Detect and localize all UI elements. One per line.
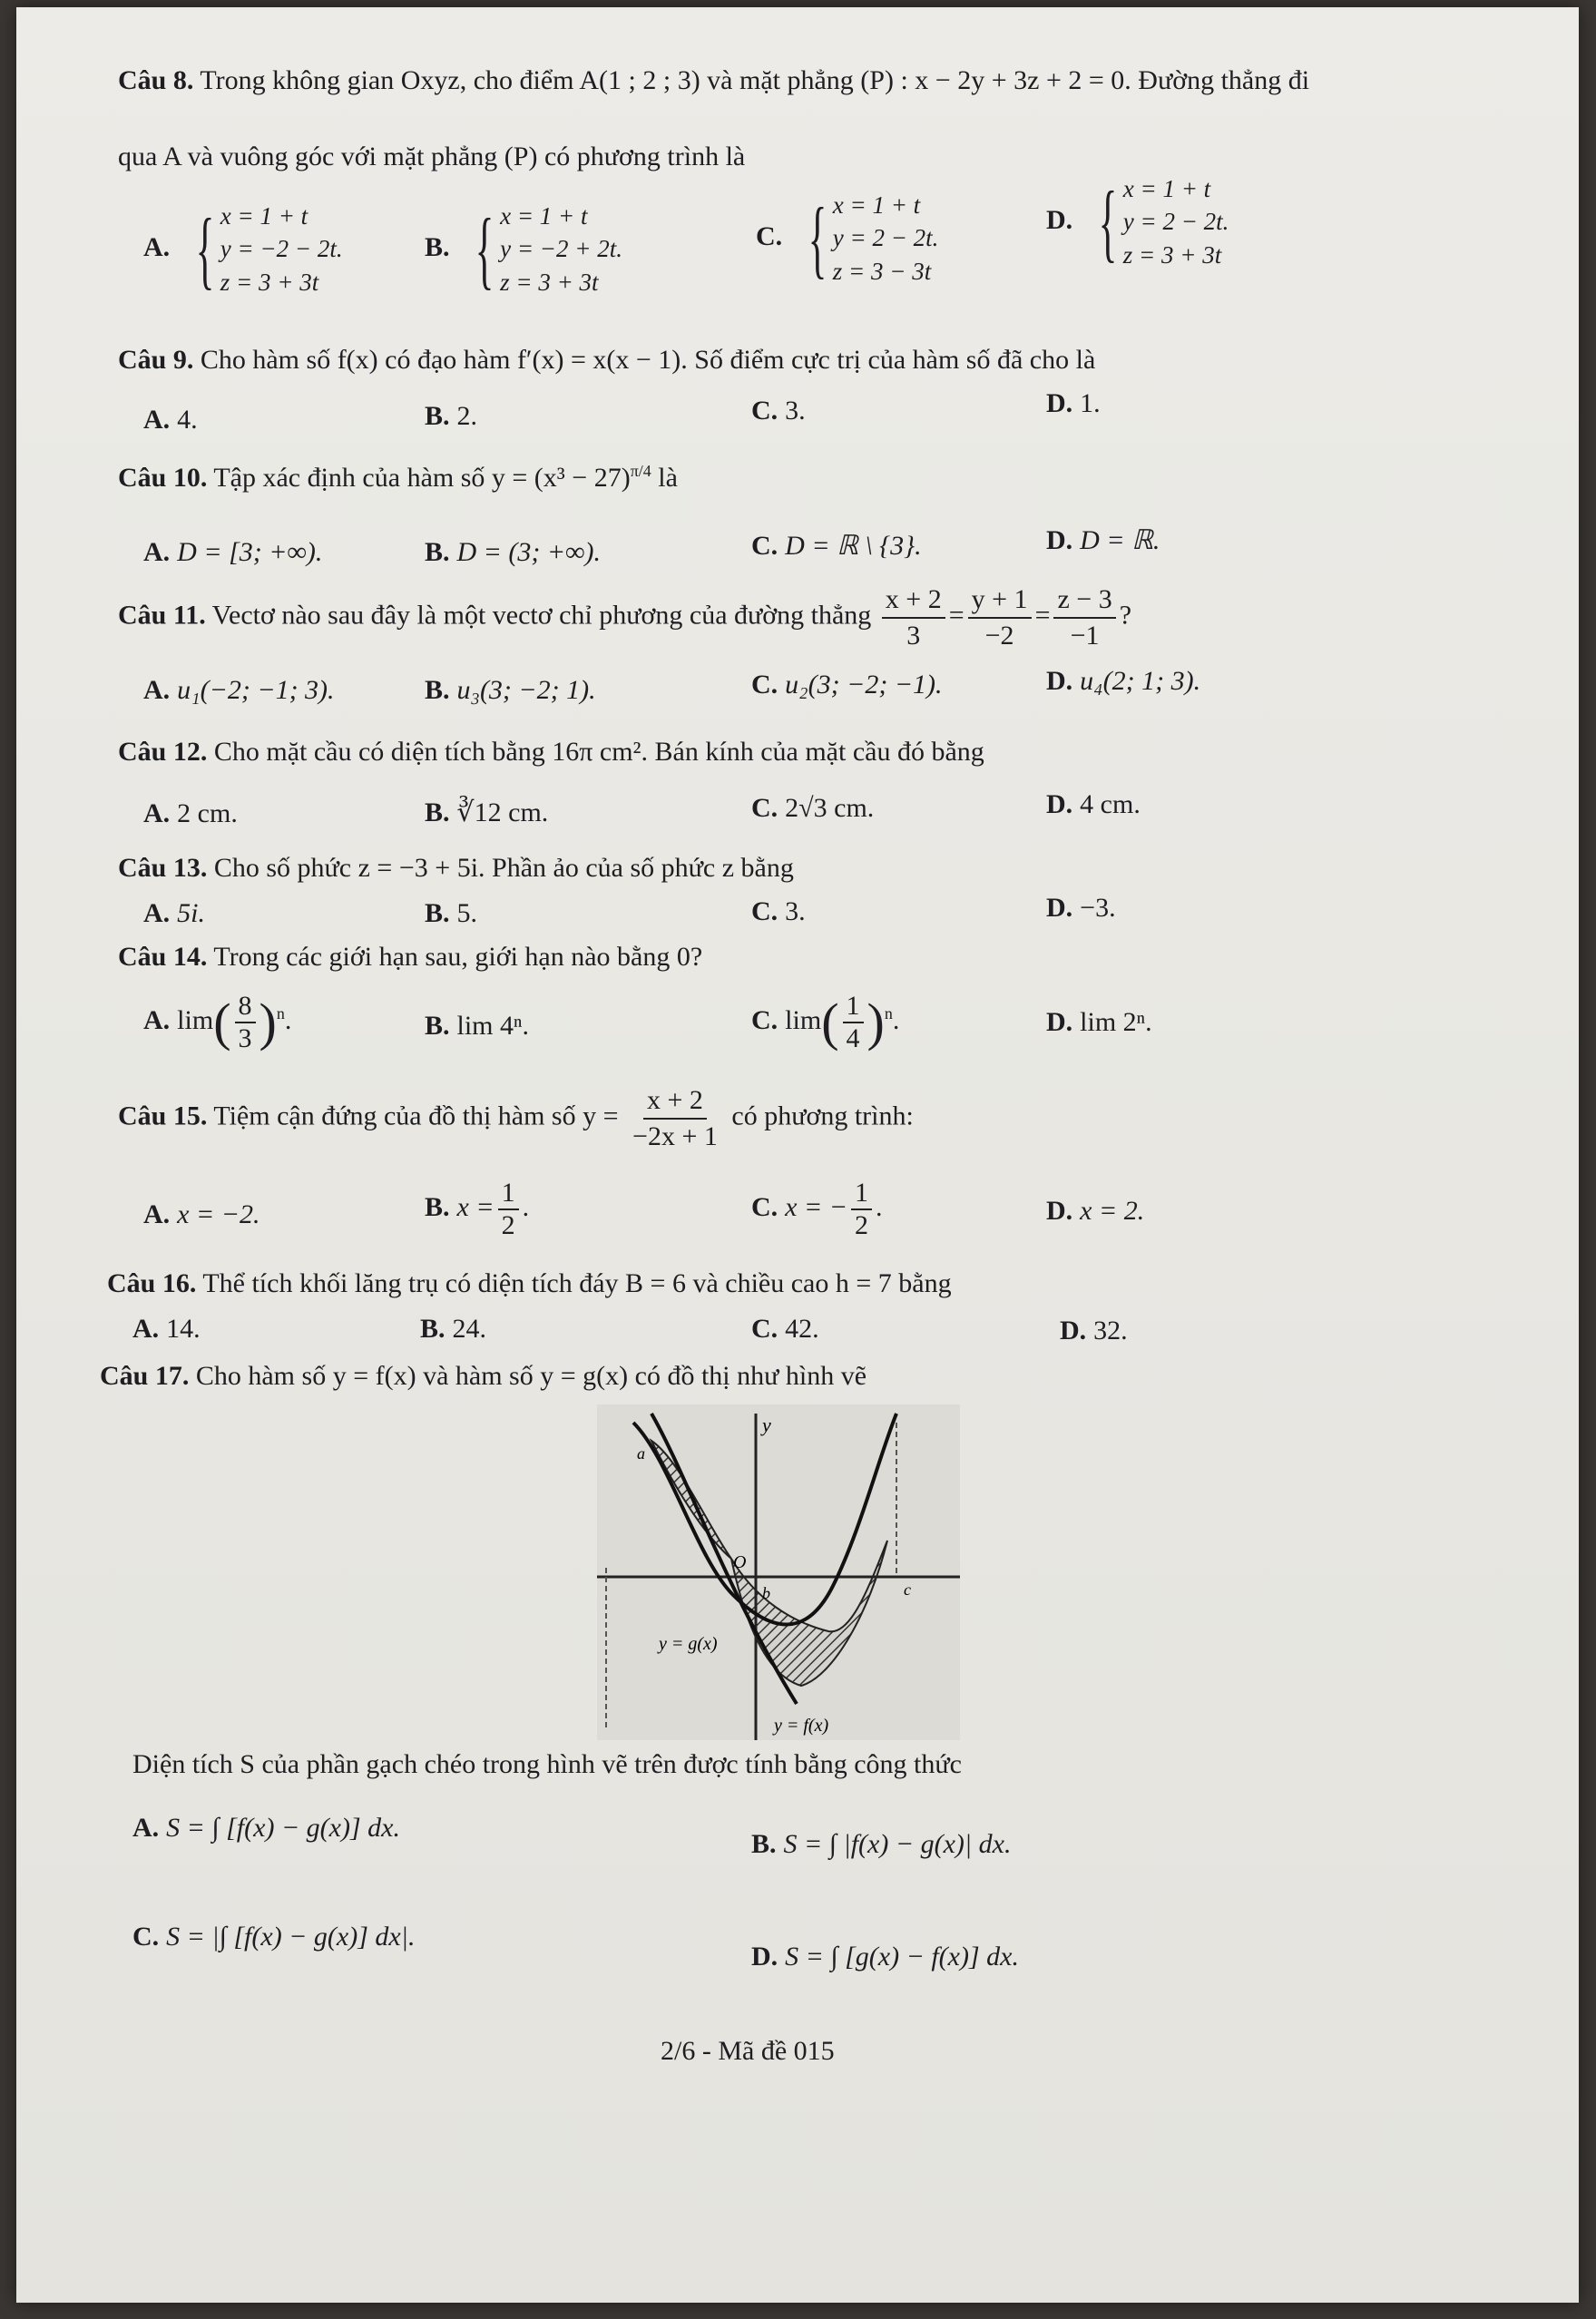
option-label: A.	[143, 675, 171, 705]
q12-stem	[118, 735, 984, 769]
q8-line2: qua A và vuông góc với mặt phẳng (P) có phương trình là	[118, 142, 746, 171]
option-label: D.	[1046, 1007, 1073, 1037]
option-label: C.	[756, 220, 783, 251]
option-label: B.	[425, 1011, 450, 1041]
fraction: $\frac{1}{2}$	[498, 1178, 519, 1241]
q9-option-d	[1046, 388, 1101, 419]
q11-option-b	[425, 675, 596, 706]
option-label: A.	[143, 1199, 171, 1229]
q12-option-a	[143, 798, 238, 829]
q9-option-b	[425, 401, 477, 432]
q14-option-c: C. lim( $\frac{1}{4}$ )$^n$.	[751, 991, 900, 1053]
q14-option-a: A. lim( $\frac{8}{3}$ )$^n$.	[143, 991, 292, 1053]
q17-text: Cho hàm số y = f(x) và hàm số y = g(x) có đồ thị như hình vẽ	[195, 1361, 867, 1391]
sys-row: x = 1 + t	[220, 202, 308, 230]
q10-option-b	[425, 537, 601, 568]
q17-option-d	[751, 1942, 1019, 1972]
fraction: $\frac{1}{2}$	[851, 1178, 872, 1241]
option-label: A.	[132, 1314, 160, 1344]
sys-row: y = 2 − 2t.	[1122, 208, 1229, 236]
option-label: B.	[751, 1829, 777, 1859]
q11-option-a	[143, 675, 335, 706]
q15-option-d	[1046, 1196, 1144, 1227]
sys-row: y = −2 − 2t.	[220, 235, 343, 263]
option-value: ∛12 cm.	[456, 797, 549, 827]
q13-option-d	[1046, 893, 1116, 924]
option-label: A.	[143, 231, 171, 262]
option-label: D.	[1046, 789, 1073, 819]
option-value: 1.	[1080, 388, 1101, 418]
g-curve-label: y = g(x)	[659, 1634, 718, 1654]
option-value: 4.	[177, 405, 198, 435]
q15-text-end: có phương trình:	[731, 1101, 914, 1131]
option-value: x = −2.	[177, 1199, 260, 1229]
fraction: $\frac{1}{4}$	[843, 991, 864, 1054]
q12-text: Cho mặt cầu có diện tích bằng 16π cm². Bán kính của mặt cầu đó bằng	[213, 737, 984, 767]
q15-number: Câu 15.	[118, 1101, 208, 1131]
q8-text: Trong không gian Oxyz, cho điểm A(1 ; 2 ; 3) và mặt phẳng (P) : x − 2y + 3z + 2 = 0. Đường thẳng đi	[200, 65, 1310, 95]
q16-number: Câu 16.	[107, 1268, 197, 1298]
exam-page	[16, 7, 1579, 2303]
sys-row: z = 3 + 3t	[500, 268, 599, 296]
q9-option-a	[143, 405, 198, 435]
option-label: C.	[751, 896, 778, 926]
function-graph	[597, 1404, 960, 1740]
q13-option-c	[751, 896, 806, 927]
option-value: 14.	[166, 1314, 201, 1344]
option-label: C.	[751, 1191, 778, 1222]
option-value: S = ∫ [f(x) − g(x)] dx.	[166, 1813, 400, 1843]
sys-row: x = 1 + t	[832, 191, 921, 219]
q9-number: Câu 9.	[118, 345, 194, 375]
sys-row: z = 3 + 3t	[220, 268, 319, 296]
option-label: C.	[751, 793, 778, 823]
option-label: A.	[143, 405, 171, 435]
option-value: 5.	[456, 898, 478, 928]
q8-number: Câu 8.	[118, 65, 194, 95]
q13-stem	[118, 851, 794, 886]
option-label: A.	[143, 798, 171, 828]
graph-background	[597, 1404, 960, 1740]
point-b-label: b	[762, 1584, 770, 1602]
q16-option-b	[420, 1314, 486, 1345]
fraction: $\frac{z - 3}{-1}$	[1053, 582, 1115, 652]
q16-text: Thể tích khối lăng trụ có diện tích đáy B = 6 và chiều cao h = 7 bằng	[202, 1268, 952, 1298]
option-label: D.	[1046, 388, 1073, 418]
fraction: $\frac{x + 2}{-2x + 1}$	[632, 1085, 718, 1151]
option-label: A.	[143, 898, 171, 928]
sys-row: z = 3 + 3t	[1122, 240, 1222, 269]
option-value: 4 cm.	[1080, 789, 1141, 819]
q13-option-a	[143, 898, 205, 929]
sys-row: y = 2 − 2t.	[832, 224, 939, 252]
option-label: C.	[751, 1004, 778, 1035]
q17-option-b	[751, 1829, 1011, 1860]
option-label: B.	[425, 537, 450, 567]
option-value: 3.	[785, 896, 806, 926]
fraction: $\frac{8}{3}$	[235, 991, 256, 1054]
option-value: D = (3; +∞).	[456, 537, 602, 567]
q15-option-c: C. x = − $\frac{1}{2}$ .	[751, 1178, 883, 1240]
q12-option-b	[425, 797, 548, 828]
q8-option-d	[1046, 172, 1229, 271]
option-label: A.	[132, 1813, 160, 1843]
q17-subtext: Diện tích S của phần gạch chéo trong hình vẽ trên được tính bằng công thức	[132, 1749, 962, 1779]
q14-option-b	[425, 1011, 529, 1042]
option-value: u₁(−2; −1; 3).	[177, 675, 335, 705]
option-label: A.	[143, 1004, 171, 1035]
option-value: u₂(3; −2; −1).	[785, 670, 943, 700]
option-label: D.	[1046, 525, 1073, 555]
option-label: D.	[1046, 893, 1073, 923]
q16-option-a	[132, 1314, 201, 1345]
option-label: C.	[132, 1922, 160, 1952]
option-value: u₃(3; −2; 1).	[456, 675, 596, 705]
q13-text: Cho số phức z = −3 + 5i. Phần ảo của số phức z bằng	[213, 853, 794, 883]
q15-option-a	[143, 1199, 259, 1230]
option-label: D.	[751, 1942, 778, 1972]
option-value: 32.	[1093, 1316, 1128, 1345]
option-value: 5i.	[177, 898, 206, 928]
option-label: C.	[751, 531, 778, 561]
q10-option-d	[1046, 524, 1160, 556]
option-label: B.	[425, 797, 450, 827]
equation-system: { x = 1 + t y = −2 + 2t. z = 3 + 3t	[475, 200, 622, 298]
q11-text: Vectơ nào sau đây là một vectơ chỉ phương của đường thẳng	[211, 600, 872, 631]
option-label: B.	[425, 1191, 450, 1222]
q11-option-d	[1046, 666, 1200, 697]
fraction: $\frac{x + 2}{3}$	[882, 582, 945, 652]
q9-stem	[118, 343, 1095, 377]
option-value: S = |∫ [f(x) − g(x)] dx|.	[166, 1922, 416, 1952]
q10-option-a	[143, 537, 322, 568]
q12-option-c	[751, 793, 874, 824]
q10-option-c	[751, 530, 922, 562]
f-curve-label: y = f(x)	[774, 1716, 829, 1736]
origin-label: O	[733, 1552, 747, 1572]
option-label: C.	[751, 670, 778, 700]
q11-option-c	[751, 670, 943, 700]
sys-row: z = 3 − 3t	[832, 257, 932, 285]
q16-option-d	[1060, 1316, 1128, 1346]
q9-text: Cho hàm số f(x) có đạo hàm f′(x) = x(x − 1). Số điểm cực trị của hàm số đã cho là	[200, 345, 1096, 375]
option-value: D = [3; +∞).	[177, 537, 323, 567]
option-label: B.	[425, 675, 450, 705]
fraction: $\frac{y + 1}{-2}$	[968, 582, 1032, 652]
option-label: D.	[1046, 666, 1073, 696]
q15-option-b: B. x = $\frac{1}{2}$ .	[425, 1178, 530, 1240]
sys-row: y = −2 + 2t.	[500, 235, 622, 263]
q15-text: Tiệm cận đứng của đồ thị hàm số y =	[213, 1101, 619, 1131]
q17-stem	[100, 1359, 867, 1394]
option-label: B.	[425, 231, 450, 262]
q8-option-c	[756, 189, 938, 288]
option-label: D.	[1046, 204, 1073, 235]
option-label: A.	[143, 537, 171, 567]
q8-option-b	[425, 200, 622, 298]
option-label: D.	[1060, 1316, 1087, 1345]
point-c-label: c	[904, 1580, 911, 1599]
option-value: 2√3 cm.	[785, 793, 875, 823]
y-axis-label: y	[762, 1414, 771, 1436]
q17-option-c	[132, 1922, 415, 1952]
option-label: D.	[1046, 1196, 1073, 1226]
option-value: 24.	[452, 1314, 487, 1344]
sys-row: x = 1 + t	[500, 202, 588, 230]
equation-system: { x = 1 + t y = 2 − 2t. z = 3 + 3t	[1098, 172, 1229, 270]
option-value: 2 cm.	[177, 798, 238, 828]
q16-stem	[107, 1267, 952, 1301]
q11-number: Câu 11.	[118, 600, 206, 631]
q14-option-d	[1046, 1007, 1152, 1038]
option-label: C.	[751, 1314, 778, 1344]
q11-stem: Câu 11. Vectơ nào sau đây là một vectơ chỉ phương của đường thẳng $\frac{x + 2}{3}$ = $\frac{y + 1}{-2}$ = $\frac{z - 3}{-1}$ ?	[118, 582, 1131, 652]
option-value: −3.	[1080, 893, 1116, 923]
option-value: u₄(2; 1; 3).	[1080, 666, 1201, 696]
q9-option-c	[751, 396, 806, 426]
option-value: D = ℝ \ {3}.	[785, 531, 922, 561]
option-value: 42.	[785, 1314, 819, 1344]
option-value: x = 2.	[1080, 1196, 1145, 1226]
q17-number: Câu 17.	[100, 1361, 190, 1391]
option-label: B.	[425, 401, 450, 431]
option-label: C.	[751, 396, 778, 426]
q10-text: Tập xác định của hàm số y = (x³ − 27)	[213, 463, 631, 493]
equation-system: { x = 1 + t y = −2 − 2t. z = 3 + 3t	[195, 200, 343, 298]
page-footer: 2/6 - Mã đề 015	[661, 2036, 835, 2066]
q14-text: Trong các giới hạn sau, giới hạn nào bằng 0?	[213, 942, 703, 972]
q10-number: Câu 10.	[118, 463, 208, 493]
q10-text-end: là	[658, 463, 678, 493]
option-value: D = ℝ.	[1080, 525, 1160, 555]
option-value: 3.	[785, 396, 806, 426]
option-value: 2.	[456, 401, 478, 431]
q14-number: Câu 14.	[118, 942, 208, 972]
q17-option-a	[132, 1813, 400, 1844]
q14-stem	[118, 940, 702, 974]
q8-option-a	[143, 200, 343, 298]
q12-number: Câu 12.	[118, 737, 208, 767]
option-value: S = ∫ |f(x) − g(x)| dx.	[783, 1829, 1012, 1859]
option-value: lim 4ⁿ.	[456, 1011, 529, 1041]
point-a-label: a	[637, 1444, 645, 1463]
q10-exponent: π/4	[630, 462, 651, 480]
q15-stem	[118, 1083, 914, 1153]
equation-system: { x = 1 + t y = 2 − 2t. z = 3 − 3t	[808, 189, 939, 287]
q10-stem	[118, 461, 678, 495]
option-value: lim 2ⁿ.	[1080, 1007, 1152, 1037]
option-label: B.	[425, 898, 450, 928]
q13-number: Câu 13.	[118, 853, 208, 883]
q13-option-b	[425, 898, 477, 929]
q8-line1	[118, 64, 1309, 98]
option-value: S = ∫ [g(x) − f(x)] dx.	[785, 1942, 1019, 1972]
option-label: B.	[420, 1314, 446, 1344]
q16-option-c	[751, 1314, 819, 1345]
sys-row: x = 1 + t	[1122, 175, 1211, 202]
q12-option-d	[1046, 789, 1141, 820]
